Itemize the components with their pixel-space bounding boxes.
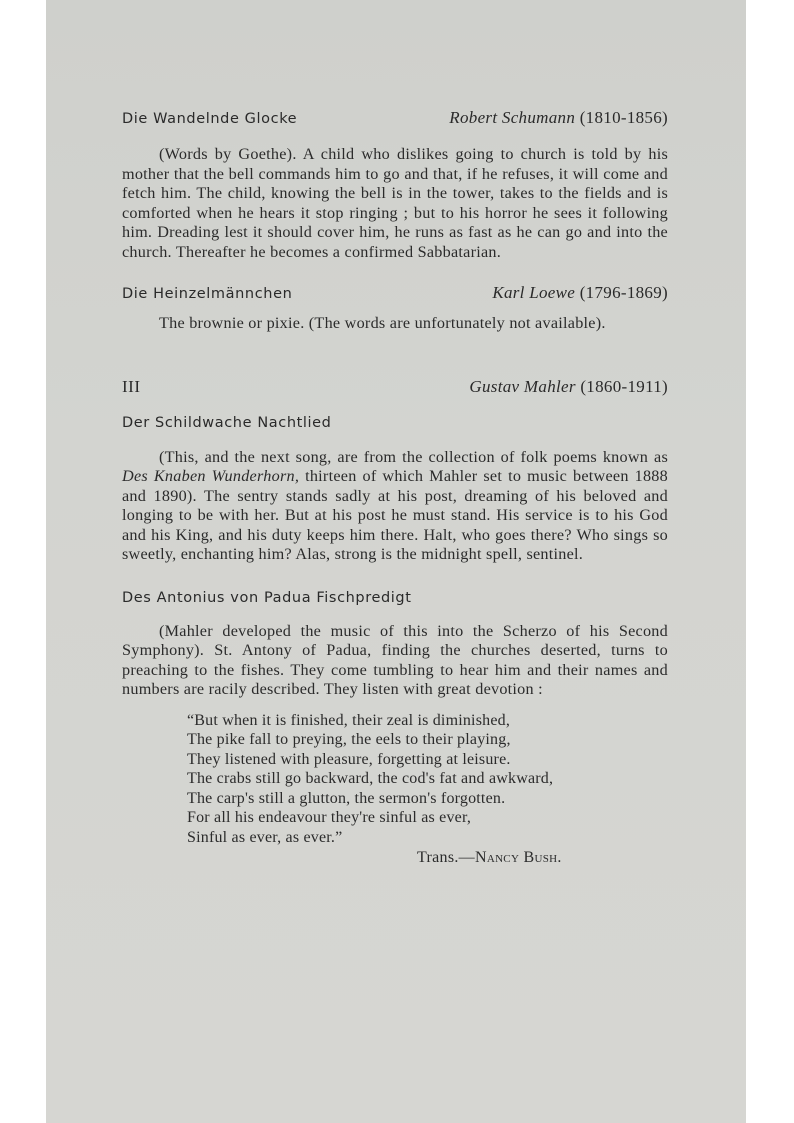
- song-description: (Words by Goethe). A child who dislikes going to church is told by his mother that the bell commands him to go and that, if he refuses, it will come and fetch him. The child, knowing the bell is in the tower, takes to the fields and is comforted when he hears it stop ringing ; but to his horror he sees it following him. Dreading lest it should cover him, he runs as fast as he can go and into the church. Thereafter he becomes a confirmed Sabbatarian.: [122, 145, 668, 261]
- song-title: Der Schildwache Nachtlied: [122, 414, 332, 431]
- song-title: Des Antonius von Padua Fischpredigt: [122, 589, 412, 606]
- translator-name: Nancy Bush.: [474, 849, 562, 866]
- programme-page: [46, 0, 746, 1123]
- description-text: thirteen of which Mahler set to music between 1888 and 1890). The sentry stands sadly at his post, dreaming of his beloved and longing to be with her. But at his post he must stand. His service is to his God and his King, and his duty keeps him there. Halt, who goes there? Who sings so sweetly, enchanting him? Alas, strong is the midnight spell, sentinel.: [122, 467, 668, 563]
- song-description: (Mahler developed the music of this into the Scherzo of his Second Symphony). St. Antony of Padua, finding the churches deserted, turns to preaching to the fishes. They come tumbling to hear him and their names and numbers are racily described. They listen with great devotion :: [122, 621, 668, 698]
- poem-line: They listened with pleasure, forgetting at leisure.: [187, 750, 511, 768]
- composer-credit: [492, 283, 668, 303]
- composer-dates: (1860-1911): [580, 376, 668, 396]
- song-heading: [122, 590, 668, 606]
- poem-line: The pike fall to preying, the eels to their playing,: [187, 731, 511, 748]
- song-description: The brownie or pixie. (The words are unfortunately not available).: [159, 314, 606, 332]
- poem-line: “But when it is finished, their zeal is diminished,: [187, 711, 511, 729]
- poem-line: The carp's still a glutton, the sermon's forgotten.: [187, 789, 506, 807]
- section-heading: [122, 377, 668, 397]
- song-heading: [122, 283, 668, 303]
- page-content: [122, 108, 668, 867]
- poem-excerpt: [187, 711, 668, 848]
- poem-line: Sinful as ever, as ever.”: [187, 828, 343, 846]
- composer-credit: [449, 108, 668, 128]
- translator-credit: [417, 849, 668, 867]
- trans-prefix: Trans.—: [417, 849, 475, 866]
- song-description: [122, 448, 668, 565]
- song-heading: [122, 108, 668, 128]
- composer-name: Robert Schumann: [449, 108, 576, 127]
- composer-credit: [469, 377, 668, 397]
- poem-line: For all his endeavour they're sinful as ever,: [187, 809, 472, 826]
- description-text: (This, and the next song, are from the collection of folk poems known as: [159, 447, 668, 466]
- song-heading: [122, 415, 668, 431]
- song-title: Die Wandelnde Glocke: [122, 111, 298, 127]
- composer-dates: (1810-1856): [579, 108, 668, 127]
- song-title: Die Heinzelmännchen: [122, 286, 293, 302]
- composer-dates: (1796-1869): [579, 283, 668, 302]
- composer-name: Karl Loewe: [492, 283, 576, 302]
- composer-name: Gustav Mahler: [469, 376, 576, 396]
- poem-line: The crabs still go backward, the cod's fat and awkward,: [187, 770, 554, 787]
- section-numeral: III: [122, 376, 141, 396]
- collection-title: Des Knaben Wunderhorn,: [122, 467, 300, 485]
